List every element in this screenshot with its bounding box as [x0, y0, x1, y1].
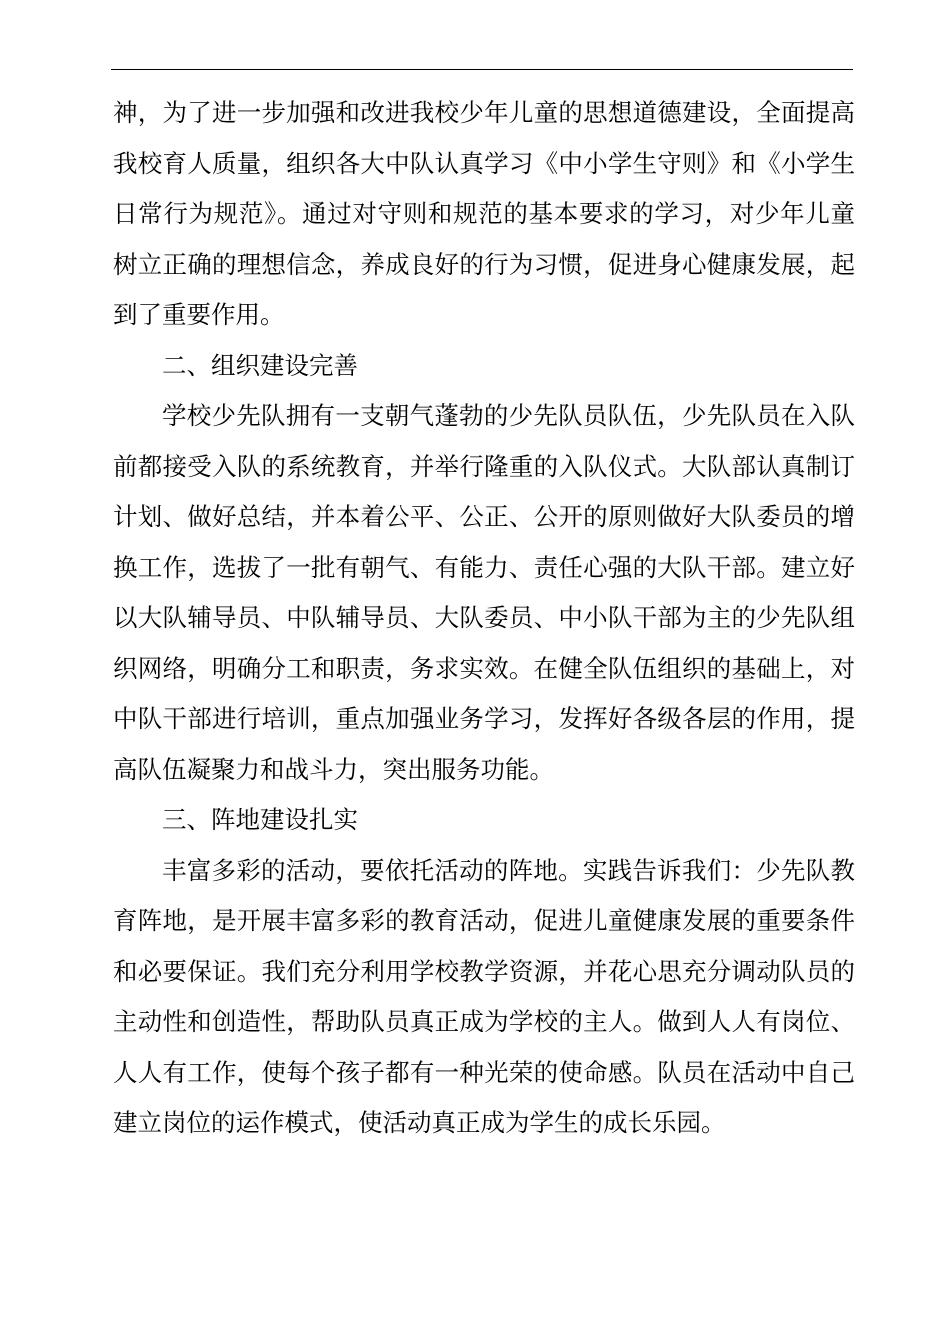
header-rule — [111, 69, 853, 70]
paragraph-organization: 学校少先队拥有一支朝气蓬勃的少先队员队伍，少先队员在入队前都接受入队的系统教育，并举行隆重的入队仪式。大队部认真制订计划、做好总结，并本着公平、公正、公开的原则做好大队委员的增换工作，选拔了一批有朝气、有能力、责任心强的大队干部。建立好以大队辅导员、中队辅导员、大队委员、中小队干部为主的少先队组织网络，明确分工和职责，务求实效。在健全队伍组织的基础上，对中队干部进行培训，重点加强业务学习，发挥好各级各层的作用，提高队伍凝聚力和战斗力，突出服务功能。 — [113, 401, 855, 784]
section-heading-organization: 二、组织建设完善 — [162, 350, 358, 380]
paragraph-position: 丰富多彩的活动，要依托活动的阵地。实践告诉我们：少先队教育阵地，是开展丰富多彩的教育活动，促进儿童健康发展的重要条件和必要保证。我们充分利用学校教学资源，并花心思充分调动队员的主动性和创造性，帮助队员真正成为学校的主人。做到人人有岗位、人人有工作，使每个孩子都有一种光荣的使命感。队员在活动中自己建立岗位的运作模式，使活动真正成为学生的成长乐园。 — [113, 855, 855, 1137]
paragraph-continuation: 神，为了进一步加强和改进我校少年儿童的思想道德建设，全面提高我校育人质量，组织各大中队认真学习《中小学生守则》和《小学生日常行为规范》。通过对守则和规范的基本要求的学习，对少年儿童树立正确的理想信念，养成良好的行为习惯，促进身心健康发展，起到了重要作用。 — [113, 98, 855, 329]
section-heading-position: 三、阵地建设扎实 — [162, 805, 358, 834]
document-body — [113, 88, 855, 1149]
